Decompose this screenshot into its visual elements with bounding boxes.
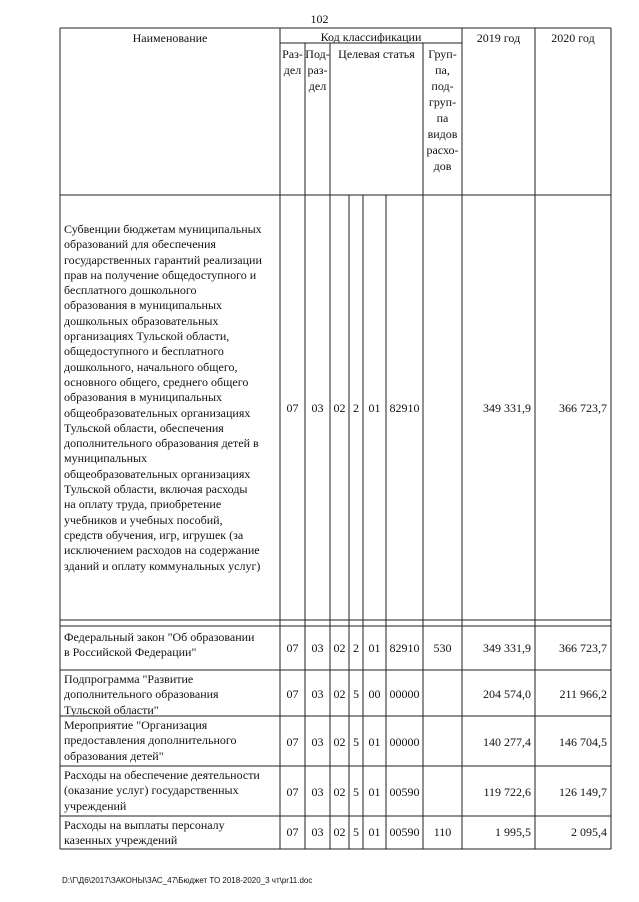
row-name-line: дошкольных образовательных xyxy=(64,313,219,328)
header-group-line: па xyxy=(436,111,449,125)
header-razdel-line: дел xyxy=(283,63,302,77)
cell-target-subprogram: 5 xyxy=(353,825,359,839)
cell-podrazdel: 03 xyxy=(311,785,324,799)
cell-target-activity: 01 xyxy=(368,735,381,749)
cell-target-activity: 01 xyxy=(368,641,381,655)
cell-podrazdel: 03 xyxy=(311,401,324,415)
row-name-line: образования в муниципальных xyxy=(64,298,223,313)
cell-target-subprogram: 5 xyxy=(353,785,359,799)
row-name-line: бесплатного дошкольного xyxy=(64,283,197,298)
cell-target-direction: 00000 xyxy=(389,735,420,749)
header-podrazdel-line: Под- xyxy=(305,47,330,61)
header-year-2020: 2020 год xyxy=(551,31,595,45)
cell-group: 530 xyxy=(433,641,452,655)
row-name-line: государственных гарантий реализации xyxy=(64,252,262,267)
header-year-2019: 2019 год xyxy=(476,31,521,45)
cell-razdel: 07 xyxy=(286,785,299,799)
cell-target-direction: 82910 xyxy=(389,641,420,655)
header-group-line: груп- xyxy=(428,95,457,109)
header-group-line: под- xyxy=(431,79,454,93)
row-name-line: Подпрограмма "Развитие xyxy=(64,672,194,686)
cell-target-activity: 01 xyxy=(368,785,381,799)
cell-target-activity: 00 xyxy=(368,687,381,701)
row-name-line: общеобразовательных организациях xyxy=(64,405,251,420)
row-name-line: учебников и учебных пособий, xyxy=(64,512,223,527)
row-name-line: Тульской области, обеспечения xyxy=(64,420,224,435)
row-name-line: Федеральный закон "Об образовании xyxy=(64,630,255,644)
header-group-line: Груп- xyxy=(428,47,457,61)
cell-podrazdel: 03 xyxy=(311,825,324,839)
row-name xyxy=(64,672,278,718)
row-name-line: общедоступного и бесплатного xyxy=(64,344,224,359)
row-name-line: общеобразовательных организациях xyxy=(64,466,251,481)
cell-target-program: 02 xyxy=(333,735,346,749)
cell-target-subprogram: 5 xyxy=(353,687,359,701)
cell-target-direction: 00590 xyxy=(389,785,420,799)
header-target-article: Целевая статья xyxy=(338,47,415,61)
cell-target-subprogram: 2 xyxy=(353,401,359,415)
cell-value-2020: 366 723,7 xyxy=(559,641,607,655)
cell-target-activity: 01 xyxy=(368,825,381,839)
cell-razdel: 07 xyxy=(286,641,299,655)
cell-target-subprogram: 2 xyxy=(353,641,359,655)
row-name xyxy=(64,718,278,764)
cell-podrazdel: 03 xyxy=(311,641,324,655)
cell-value-2020: 366 723,7 xyxy=(559,401,607,415)
header-group-line: расхо- xyxy=(426,143,459,157)
cell-target-activity: 01 xyxy=(368,401,381,415)
row-name-line: Субвенции бюджетам муниципальных xyxy=(64,222,262,236)
row-name-line: организациях Тульской области, xyxy=(64,329,230,344)
header-podrazdel-line: дел xyxy=(308,79,327,93)
cell-target-program: 02 xyxy=(333,825,346,839)
cell-podrazdel: 03 xyxy=(311,687,324,701)
row-name-line: образований для обеспечения xyxy=(64,237,216,252)
row-name-line: Расходы на выплаты персоналу xyxy=(64,818,225,832)
row-name xyxy=(64,818,278,849)
row-name-line: Расходы на обеспечение деятельности xyxy=(64,768,260,782)
row-name-line: (оказание услуг) государственных xyxy=(64,783,239,798)
cell-razdel: 07 xyxy=(286,687,299,701)
cell-target-direction: 00590 xyxy=(389,825,420,839)
header-group-line: видов xyxy=(427,127,458,141)
row-name-line: образования детей" xyxy=(64,748,164,763)
cell-value-2020: 2 095,4 xyxy=(571,825,607,839)
row-name-line: муниципальных xyxy=(64,451,148,466)
row-name-line: Мероприятие "Организация xyxy=(64,718,208,732)
cell-razdel: 07 xyxy=(286,825,299,839)
row-name-line: исключением расходов на содержание xyxy=(64,543,260,558)
page-number: 102 xyxy=(310,12,329,26)
row-name-line: дополнительного образования xyxy=(64,687,219,702)
cell-value-2019: 1 995,5 xyxy=(495,825,531,839)
row-name-line: основного общего, среднего общего xyxy=(64,374,249,389)
cell-razdel: 07 xyxy=(286,735,299,749)
cell-target-direction: 82910 xyxy=(389,401,420,415)
row-name-line: дошкольного, начального общего, xyxy=(64,359,238,374)
header-podrazdel-line: раз- xyxy=(307,63,328,77)
row-name-line: предоставления дополнительного xyxy=(64,733,237,748)
cell-target-subprogram: 5 xyxy=(353,735,359,749)
row-name xyxy=(64,630,278,661)
cell-target-direction: 00000 xyxy=(389,687,420,701)
cell-podrazdel: 03 xyxy=(311,735,324,749)
cell-value-2019: 349 331,9 xyxy=(483,401,531,415)
row-name-line: казенных учреждений xyxy=(64,833,178,848)
row-name xyxy=(64,768,278,814)
row-name-line: Тульской области, включая расходы xyxy=(64,482,248,497)
cell-value-2020: 126 149,7 xyxy=(559,785,607,799)
row-name-line: прав на получение общедоступного и xyxy=(64,267,257,282)
cell-value-2019: 204 574,0 xyxy=(483,687,531,701)
cell-value-2019: 119 722,6 xyxy=(483,785,531,799)
cell-value-2020: 146 704,5 xyxy=(559,735,607,749)
row-name xyxy=(64,222,278,574)
cell-target-program: 02 xyxy=(333,641,346,655)
row-name-line: учреждений xyxy=(64,798,127,813)
cell-target-program: 02 xyxy=(333,687,346,701)
cell-value-2019: 140 277,4 xyxy=(483,735,531,749)
row-name-line: Тульской области" xyxy=(64,702,159,717)
header-code: Код классификации xyxy=(320,30,422,44)
cell-value-2020: 211 966,2 xyxy=(559,687,607,701)
row-name-line: образования в муниципальных xyxy=(64,390,223,405)
row-name-line: в Российской Федерации" xyxy=(64,645,197,660)
row-name-line: зданий и оплату коммунальных услуг) xyxy=(64,558,261,573)
header-razdel-line: Раз- xyxy=(282,47,303,61)
header-group-line: дов xyxy=(433,159,452,173)
cell-value-2019: 349 331,9 xyxy=(483,641,531,655)
row-name-line: дополнительного образования детей в xyxy=(64,436,259,451)
cell-group: 110 xyxy=(433,825,452,839)
row-name-line: на оплату труда, приобретение xyxy=(64,497,222,512)
cell-razdel: 07 xyxy=(286,401,299,415)
cell-target-program: 02 xyxy=(333,401,346,415)
cell-target-program: 02 xyxy=(333,785,346,799)
row-name-line: средств обучения, игр, игрушек (за xyxy=(64,527,244,542)
header-name: Наименование xyxy=(132,31,208,45)
header-group-line: па, xyxy=(435,63,450,77)
file-path-footer: D:\Г\Д6\2017\ЗАКОНЫ\ЗАС_47\Бюджет ТО 2018-2020_3 чт\pr11.doc xyxy=(62,876,313,885)
